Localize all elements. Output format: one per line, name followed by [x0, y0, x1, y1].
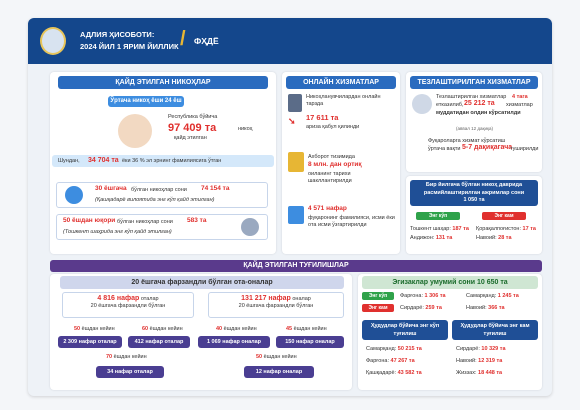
- fast-l2-pre: етказилиб,: [436, 102, 464, 108]
- document-icon: [288, 152, 304, 172]
- region-name: Қашқадарё:: [366, 370, 397, 376]
- couple-icon: [118, 114, 152, 148]
- region-val: 50 215 та: [397, 346, 422, 352]
- clock-icon: [412, 94, 432, 114]
- over50-note: (Тошкент шаҳрида энг кўп қайд этилган): [63, 229, 172, 235]
- age-pill: 1 069 нафар оналар: [198, 336, 270, 348]
- online-s2-num: 8 млн. дан ортиқ: [308, 161, 362, 168]
- marriage-panel: [50, 72, 276, 254]
- fathers-num: 4 816 нафар: [97, 295, 140, 302]
- marriage-registered: қайд этилган: [174, 135, 207, 141]
- age70-pill: 34 нафар оталар: [96, 366, 164, 378]
- mothers-num: 131 217 нафар: [241, 295, 291, 302]
- avg-age: Ўртача никоҳ ёши 24 ёш: [108, 96, 184, 107]
- online-s3-num: 4 571 нафар: [308, 205, 347, 212]
- region-name: Сирдарё:: [456, 346, 480, 352]
- age-label: [74, 326, 115, 333]
- region-val: 43 582 та: [397, 370, 422, 376]
- surname-post: ёки 36 % эл эрнинг фамилиясига ўтган: [122, 158, 222, 164]
- divorce-most-val: 131 та: [435, 235, 453, 241]
- regions-least-title: Ҳудудлар бўйича энг кам туғилиш: [452, 320, 538, 340]
- header-slash: /: [180, 28, 186, 50]
- mothers-text: оналар: [292, 296, 311, 302]
- marriage-count-suffix: никоҳ: [238, 126, 253, 132]
- under30-text: бўлган никоҳлар сони: [131, 187, 187, 193]
- divorce-title: Бир йилгача бўлган никоҳ даврида расмийлаштирилган ажримлар сони: [423, 182, 525, 196]
- under30-card: [56, 182, 268, 208]
- computer-icon: [288, 94, 302, 112]
- tr-a: Сирдарё:: [400, 305, 424, 311]
- id-card-icon: [288, 206, 304, 224]
- region-val: 47 267 та: [390, 358, 415, 364]
- age-post: ёшдан кейин: [149, 326, 183, 332]
- age-value: 40: [216, 326, 223, 332]
- age50b-value: 50: [256, 354, 263, 360]
- age70-post: ёшдан кейин: [113, 354, 147, 360]
- fast-l4: Фуқароларга хизмат кўрсатиш: [428, 138, 506, 144]
- fast-l2-num: 25 212 та: [464, 100, 495, 107]
- fathers-card: [62, 292, 194, 318]
- age-label: [216, 326, 257, 333]
- online-s1-text: Никоҳланувчилардан онлайн тарзда: [306, 94, 381, 107]
- fast-l2-post: хизматлар: [506, 102, 533, 108]
- region-most-row: [366, 370, 422, 377]
- triplets-row: [466, 293, 519, 300]
- births-parents-panel: [50, 274, 352, 390]
- mothers-sub: 20 ёшгача фарзандли бўлган: [238, 302, 314, 309]
- triplets-row: [466, 305, 505, 312]
- over50-num: 583 та: [187, 217, 207, 224]
- fast-l1-num: 4 тага: [512, 94, 528, 100]
- age70-label: [106, 354, 147, 361]
- region-name: Фарғона:: [366, 358, 389, 364]
- over50-label: 50 ёшдан юқори: [63, 217, 116, 224]
- age-pill: 150 нафар оналар: [276, 336, 344, 348]
- regions-most-title: Ҳудудлар бўйича энг кўп туғилиш: [362, 320, 448, 340]
- divorce-most-name: Тошкент шаҳар:: [410, 226, 451, 232]
- divorce-title-box: [410, 180, 538, 206]
- tr-bv: 1 245 та: [497, 293, 519, 299]
- fast-title: ТЕЗЛАШТИРИЛГАН ХИЗМАТЛАР: [410, 76, 538, 89]
- young-couple-icon: [65, 186, 83, 204]
- under30-num: 74 154 та: [201, 185, 230, 192]
- tr-b: Самарқанд:: [466, 293, 497, 299]
- tr-av: 1 306 та: [424, 293, 446, 299]
- marriage-republic: Республика бўйича: [168, 114, 218, 120]
- fast-l5-num: 5-7 дақиқагача: [462, 144, 513, 151]
- over50-text: бўлган никоҳлар сони: [117, 219, 173, 225]
- triplets-row: [400, 305, 442, 312]
- emblem-icon: [40, 27, 66, 55]
- fathers-text: оталар: [140, 296, 159, 302]
- fathers-sub: 20 ёшгача фарзандли бўлган: [90, 302, 166, 309]
- fast-l3: муддатидан олдин кўрсатилди: [436, 110, 521, 116]
- divorce-least-row: [476, 226, 536, 233]
- surname-num: 34 704 та: [88, 157, 119, 164]
- age70-value: 70: [106, 354, 113, 360]
- divorce-most-val: 187 та: [452, 226, 469, 232]
- region-least-row: [456, 358, 502, 365]
- region-val: 18 448 та: [478, 370, 503, 376]
- fast-note: (аввал 12 дақиқа): [456, 126, 493, 131]
- triplets-title: Эгизаклар умумий сони 10 650 та: [362, 276, 538, 289]
- divorce-least-tag: Энг кам: [482, 212, 526, 220]
- online-s2-pre: Ахборот тизимида: [308, 154, 355, 160]
- mothers-line: [209, 296, 343, 303]
- header-section: ФҲДЁ: [194, 36, 219, 46]
- births-regions-panel: [358, 274, 542, 390]
- age-post: ёшдан кейин: [293, 326, 327, 332]
- surname-pre: Шундан,: [58, 158, 80, 164]
- fast-l5-post: туширилди: [510, 146, 539, 152]
- online-s2-text: оиланинг тарихи шакллантирилди: [308, 171, 352, 184]
- report-card: [28, 18, 552, 396]
- age-pill: 2 309 нафар оталар: [58, 336, 122, 348]
- divorce-num: 1 050 та: [463, 197, 485, 203]
- region-val: 10 329 та: [481, 346, 506, 352]
- arrow-icon: ➘: [288, 116, 296, 126]
- age-value: 60: [142, 326, 149, 332]
- tr-b: Навоий:: [466, 305, 487, 311]
- over50-card: [56, 214, 268, 240]
- marriage-count: 97 409 та: [168, 122, 217, 134]
- divorce-panel: [406, 176, 542, 254]
- marriage-title: ҚАЙД ЭТИЛГАН НИКОҲЛАР: [58, 76, 268, 89]
- mothers-card: [208, 292, 344, 318]
- region-least-row: [456, 370, 502, 377]
- tr-a: Фарғона:: [400, 293, 423, 299]
- fathers-line: [63, 296, 193, 303]
- triplets-most-tag: Энг кўп: [362, 292, 394, 300]
- region-most-row: [366, 346, 422, 353]
- age50b-pill: 12 нафар оналар: [244, 366, 314, 378]
- age50b-label: [256, 354, 297, 361]
- twins-title: 20 ёшгача фарзандли бўлган ота-оналар: [60, 276, 344, 289]
- region-name: Жиззах:: [456, 370, 477, 376]
- fast-l5-pre: ўртача вақти: [428, 146, 461, 152]
- header-bar: [28, 18, 552, 64]
- fast-panel: [406, 72, 542, 172]
- age-value: 45: [286, 326, 293, 332]
- region-name: Навоий:: [456, 358, 477, 364]
- divorce-most-row: [410, 235, 452, 242]
- divorce-most-tag: Энг кўп: [416, 212, 460, 220]
- divorce-least-name: Навоий:: [476, 235, 497, 241]
- age-post: ёшдан кейин: [81, 326, 115, 332]
- divorce-most-name: Андижон:: [410, 235, 435, 241]
- triplets-least-tag: Энг кам: [362, 304, 394, 312]
- divorce-least-val: 28 та: [498, 235, 512, 241]
- divorce-least-row: [476, 235, 512, 242]
- region-name: Самарқанд:: [366, 346, 397, 352]
- online-title: ОНЛАЙН ХИЗМАТЛАР: [286, 76, 396, 89]
- age-label: [286, 326, 327, 333]
- region-most-row: [366, 358, 415, 365]
- region-val: 12 319 та: [478, 358, 503, 364]
- online-s1-num: 17 611 та: [306, 113, 339, 122]
- births-title: ҚАЙД ЭТИЛГАН ТУҒИЛИШЛАР: [50, 260, 542, 272]
- triplets-row: [400, 293, 446, 300]
- surname-strip: [52, 155, 274, 167]
- under30-note: (Қашқадарё вилоятида энг кўп қайд этилган): [95, 197, 215, 203]
- fast-l1-pre: Тезлаштирилган хизматлар: [436, 94, 507, 100]
- age-value: 50: [74, 326, 81, 332]
- header-line1: АДЛИЯ ҲИСОБОТИ:: [80, 30, 155, 39]
- elder-couple-icon: [241, 218, 259, 236]
- online-panel: [282, 72, 400, 254]
- age-post: ёшдан кейин: [223, 326, 257, 332]
- online-s1-suffix: ариза қабул қилинди: [306, 124, 360, 130]
- age-label: [142, 326, 183, 333]
- divorce-least-val: 17 та: [522, 226, 536, 232]
- region-least-row: [456, 346, 506, 353]
- divorce-most-row: [410, 226, 469, 233]
- header-line2: 2024 ЙИЛ 1 ЯРИМ ЙИЛЛИК: [80, 42, 179, 51]
- age-pill: 412 нафар оталар: [128, 336, 190, 348]
- online-s3-text: фуқаронинг фамилияси, исми ёки ота исми ўзгартирилди: [308, 215, 395, 228]
- divorce-least-name: Қорақалпоғистон:: [476, 226, 522, 232]
- under30-label: 30 ёшгача: [95, 185, 127, 192]
- tr-av: 259 та: [425, 305, 442, 311]
- age50b-post: ёшдан кейин: [263, 354, 297, 360]
- tr-bv: 366 та: [488, 305, 505, 311]
